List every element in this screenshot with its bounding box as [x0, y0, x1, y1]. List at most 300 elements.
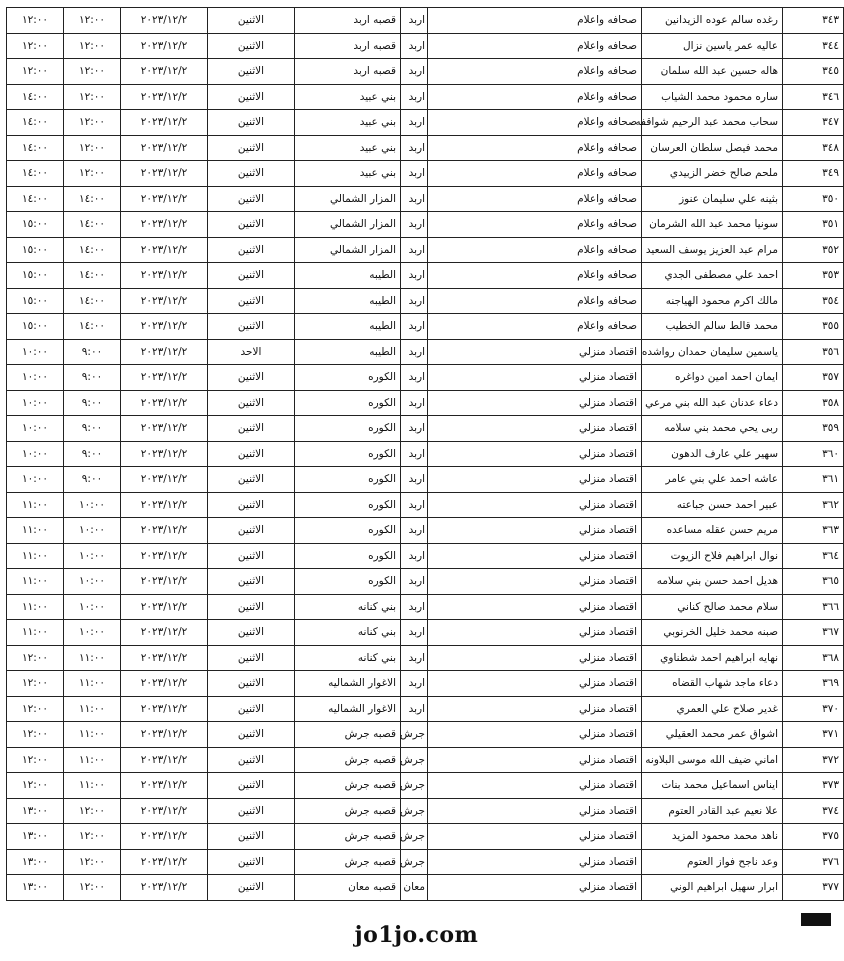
- start-time-cell: ١٠:٠٠: [64, 543, 121, 569]
- row-number-cell: ٣٧٢: [783, 747, 844, 773]
- row-number-cell: ٣٥٣: [783, 263, 844, 289]
- corner-marker: [801, 913, 831, 926]
- exam-date-cell: ٢٠٢٣/١٢/٢: [121, 798, 208, 824]
- table-row: [7, 314, 844, 340]
- specialization-cell: اقتصاد منزلي: [428, 543, 642, 569]
- start-time-cell: ١٢:٠٠: [64, 824, 121, 850]
- exam-date-cell: ٢٠٢٣/١٢/٢: [121, 441, 208, 467]
- exam-date-cell: ٢٠٢٣/١٢/٢: [121, 722, 208, 748]
- student-name-cell: ابرار سهيل ابراهيم الوني: [642, 875, 783, 901]
- exam-date-cell: ٢٠٢٣/١٢/٢: [121, 288, 208, 314]
- exam-day-cell: الاثنين: [208, 263, 295, 289]
- start-time-cell: ١٢:٠٠: [64, 110, 121, 136]
- specialization-cell: اقتصاد منزلي: [428, 671, 642, 697]
- specialization-cell: صحافه واعلام: [428, 59, 642, 85]
- end-time-cell: ١٢:٠٠: [7, 59, 64, 85]
- row-number-cell: ٣٤٧: [783, 110, 844, 136]
- governorate-cell: اربد: [401, 59, 428, 85]
- specialization-cell: اقتصاد منزلي: [428, 773, 642, 799]
- table-row: [7, 620, 844, 646]
- row-number-cell: ٣٦٨: [783, 645, 844, 671]
- start-time-cell: ٩:٠٠: [64, 467, 121, 493]
- start-time-cell: ١٠:٠٠: [64, 492, 121, 518]
- start-time-cell: ١٢:٠٠: [64, 84, 121, 110]
- exam-date-cell: ٢٠٢٣/١٢/٢: [121, 824, 208, 850]
- row-number-cell: ٣٧٤: [783, 798, 844, 824]
- student-name-cell: بثينه علي سليمان عنوز: [642, 186, 783, 212]
- governorate-cell: اربد: [401, 339, 428, 365]
- governorate-cell: اربد: [401, 620, 428, 646]
- start-time-cell: ١١:٠٠: [64, 722, 121, 748]
- district-cell: المزار الشمالي: [295, 186, 401, 212]
- exam-date-cell: ٢٠٢٣/١٢/٢: [121, 645, 208, 671]
- governorate-cell: اربد: [401, 110, 428, 136]
- exam-day-cell: الاثنين: [208, 696, 295, 722]
- student-name-cell: رغده سالم عوده الزيدانين: [642, 8, 783, 34]
- district-cell: الكوره: [295, 467, 401, 493]
- start-time-cell: ٩:٠٠: [64, 390, 121, 416]
- governorate-cell: جرش: [401, 722, 428, 748]
- exam-date-cell: ٢٠٢٣/١٢/٢: [121, 237, 208, 263]
- table-row: [7, 645, 844, 671]
- specialization-cell: اقتصاد منزلي: [428, 798, 642, 824]
- end-time-cell: ١٠:٠٠: [7, 416, 64, 442]
- start-time-cell: ١٢:٠٠: [64, 59, 121, 85]
- governorate-cell: اربد: [401, 186, 428, 212]
- governorate-cell: اربد: [401, 492, 428, 518]
- student-name-cell: ناهد محمد محمود المزيد: [642, 824, 783, 850]
- row-number-cell: ٣٥٩: [783, 416, 844, 442]
- specialization-cell: اقتصاد منزلي: [428, 492, 642, 518]
- specialization-cell: اقتصاد منزلي: [428, 747, 642, 773]
- exam-day-cell: الاثنين: [208, 671, 295, 697]
- table-row: [7, 875, 844, 901]
- end-time-cell: ١١:٠٠: [7, 543, 64, 569]
- start-time-cell: ١٢:٠٠: [64, 135, 121, 161]
- governorate-cell: جرش: [401, 824, 428, 850]
- end-time-cell: ١٢:٠٠: [7, 722, 64, 748]
- exam-day-cell: الاثنين: [208, 594, 295, 620]
- district-cell: قصبه اربد: [295, 8, 401, 34]
- student-name-cell: سهير علي عارف الدهون: [642, 441, 783, 467]
- row-number-cell: ٣٥٦: [783, 339, 844, 365]
- governorate-cell: اربد: [401, 237, 428, 263]
- specialization-cell: اقتصاد منزلي: [428, 875, 642, 901]
- start-time-cell: ١٢:٠٠: [64, 849, 121, 875]
- exam-date-cell: ٢٠٢٣/١٢/٢: [121, 569, 208, 595]
- row-number-cell: ٣٥٠: [783, 186, 844, 212]
- end-time-cell: ١٥:٠٠: [7, 314, 64, 340]
- student-name-cell: مريم حسن عقله مساعده: [642, 518, 783, 544]
- governorate-cell: اربد: [401, 390, 428, 416]
- row-number-cell: ٣٦٥: [783, 569, 844, 595]
- student-name-cell: عبير احمد حسن جباعته: [642, 492, 783, 518]
- specialization-cell: اقتصاد منزلي: [428, 467, 642, 493]
- specialization-cell: صحافه واعلام: [428, 135, 642, 161]
- table-row: [7, 518, 844, 544]
- district-cell: الكوره: [295, 543, 401, 569]
- district-cell: بني عبيد: [295, 161, 401, 187]
- end-time-cell: ١٢:٠٠: [7, 747, 64, 773]
- district-cell: الكوره: [295, 569, 401, 595]
- specialization-cell: اقتصاد منزلي: [428, 620, 642, 646]
- district-cell: الكوره: [295, 390, 401, 416]
- exam-day-cell: الاثنين: [208, 390, 295, 416]
- end-time-cell: ١٤:٠٠: [7, 84, 64, 110]
- governorate-cell: اربد: [401, 8, 428, 34]
- exam-date-cell: ٢٠٢٣/١٢/٢: [121, 8, 208, 34]
- governorate-cell: اربد: [401, 161, 428, 187]
- schedule-table: [6, 7, 844, 901]
- governorate-cell: جرش: [401, 849, 428, 875]
- specialization-cell: اقتصاد منزلي: [428, 849, 642, 875]
- district-cell: بني عبيد: [295, 110, 401, 136]
- exam-date-cell: ٢٠٢٣/١٢/٢: [121, 416, 208, 442]
- end-time-cell: ١٤:٠٠: [7, 135, 64, 161]
- specialization-cell: اقتصاد منزلي: [428, 569, 642, 595]
- table-row: [7, 8, 844, 34]
- table-row: [7, 186, 844, 212]
- row-number-cell: ٣٥٧: [783, 365, 844, 391]
- exam-day-cell: الاثنين: [208, 288, 295, 314]
- specialization-cell: اقتصاد منزلي: [428, 365, 642, 391]
- exam-date-cell: ٢٠٢٣/١٢/٢: [121, 492, 208, 518]
- exam-date-cell: ٢٠٢٣/١٢/٢: [121, 161, 208, 187]
- start-time-cell: ١٠:٠٠: [64, 518, 121, 544]
- exam-date-cell: ٢٠٢٣/١٢/٢: [121, 849, 208, 875]
- governorate-cell: اربد: [401, 543, 428, 569]
- table-row: [7, 110, 844, 136]
- district-cell: قصبه جرش: [295, 849, 401, 875]
- start-time-cell: ١٤:٠٠: [64, 237, 121, 263]
- governorate-cell: اربد: [401, 518, 428, 544]
- row-number-cell: ٣٦٩: [783, 671, 844, 697]
- table-row: [7, 390, 844, 416]
- table-row: [7, 492, 844, 518]
- end-time-cell: ١٤:٠٠: [7, 186, 64, 212]
- end-time-cell: ١٢:٠٠: [7, 33, 64, 59]
- exam-day-cell: الاثنين: [208, 441, 295, 467]
- exam-date-cell: ٢٠٢٣/١٢/٢: [121, 620, 208, 646]
- district-cell: قصبه اربد: [295, 33, 401, 59]
- start-time-cell: ٩:٠٠: [64, 339, 121, 365]
- specialization-cell: صحافه واعلام: [428, 161, 642, 187]
- specialization-cell: صحافه واعلام: [428, 186, 642, 212]
- student-name-cell: وعد ناجح فواز العتوم: [642, 849, 783, 875]
- exam-day-cell: الاثنين: [208, 543, 295, 569]
- student-name-cell: محمد قالط سالم الخطيب: [642, 314, 783, 340]
- exam-date-cell: ٢٠٢٣/١٢/٢: [121, 594, 208, 620]
- student-name-cell: مرام عبد العزيز يوسف السعيد: [642, 237, 783, 263]
- exam-date-cell: ٢٠٢٣/١٢/٢: [121, 263, 208, 289]
- specialization-cell: صحافه واعلام: [428, 212, 642, 238]
- exam-date-cell: ٢٠٢٣/١٢/٢: [121, 135, 208, 161]
- site-watermark: jo1jo.com: [354, 922, 479, 948]
- table-row: [7, 569, 844, 595]
- student-name-cell: اشواق عمر محمد العقيلي: [642, 722, 783, 748]
- student-name-cell: نوال ابراهيم فلاح الزيوت: [642, 543, 783, 569]
- governorate-cell: اربد: [401, 288, 428, 314]
- start-time-cell: ١٠:٠٠: [64, 620, 121, 646]
- student-name-cell: عاليه عمر ياسين نزال: [642, 33, 783, 59]
- governorate-cell: اربد: [401, 314, 428, 340]
- row-number-cell: ٣٤٣: [783, 8, 844, 34]
- district-cell: الطيبه: [295, 263, 401, 289]
- student-name-cell: دعاء عدنان عبد الله بني مرعي: [642, 390, 783, 416]
- table-row: [7, 696, 844, 722]
- start-time-cell: ١٠:٠٠: [64, 569, 121, 595]
- governorate-cell: اربد: [401, 467, 428, 493]
- exam-day-cell: الاثنين: [208, 722, 295, 748]
- exam-date-cell: ٢٠٢٣/١٢/٢: [121, 110, 208, 136]
- exam-day-cell: الاثنين: [208, 875, 295, 901]
- exam-date-cell: ٢٠٢٣/١٢/٢: [121, 773, 208, 799]
- row-number-cell: ٣٧٠: [783, 696, 844, 722]
- specialization-cell: اقتصاد منزلي: [428, 441, 642, 467]
- governorate-cell: معان: [401, 875, 428, 901]
- row-number-cell: ٣٤٨: [783, 135, 844, 161]
- exam-day-cell: الاثنين: [208, 416, 295, 442]
- end-time-cell: ١٠:٠٠: [7, 441, 64, 467]
- exam-day-cell: الاثنين: [208, 161, 295, 187]
- student-name-cell: ساره محمود محمد الشياب: [642, 84, 783, 110]
- end-time-cell: ١٥:٠٠: [7, 212, 64, 238]
- end-time-cell: ١١:٠٠: [7, 620, 64, 646]
- governorate-cell: جرش: [401, 773, 428, 799]
- student-name-cell: هديل احمد حسن بني سلامه: [642, 569, 783, 595]
- governorate-cell: جرش: [401, 747, 428, 773]
- row-number-cell: ٣٤٥: [783, 59, 844, 85]
- table-row: [7, 824, 844, 850]
- exam-day-cell: الاثنين: [208, 314, 295, 340]
- exam-date-cell: ٢٠٢٣/١٢/٢: [121, 212, 208, 238]
- exam-day-cell: الاثنين: [208, 824, 295, 850]
- student-name-cell: عاشه احمد علي بني عامر: [642, 467, 783, 493]
- row-number-cell: ٣٤٤: [783, 33, 844, 59]
- student-name-cell: ياسمين سليمان حمدان رواشده: [642, 339, 783, 365]
- governorate-cell: اربد: [401, 569, 428, 595]
- table-row: [7, 441, 844, 467]
- start-time-cell: ١٤:٠٠: [64, 186, 121, 212]
- end-time-cell: ١٣:٠٠: [7, 875, 64, 901]
- row-number-cell: ٣٥٤: [783, 288, 844, 314]
- exam-date-cell: ٢٠٢٣/١٢/٢: [121, 365, 208, 391]
- governorate-cell: اربد: [401, 645, 428, 671]
- district-cell: المزار الشمالي: [295, 237, 401, 263]
- specialization-cell: اقتصاد منزلي: [428, 518, 642, 544]
- exam-day-cell: الاثنين: [208, 59, 295, 85]
- specialization-cell: صحافه واعلام: [428, 314, 642, 340]
- table-row: [7, 212, 844, 238]
- specialization-cell: صحافه واعلام: [428, 288, 642, 314]
- exam-date-cell: ٢٠٢٣/١٢/٢: [121, 84, 208, 110]
- start-time-cell: ١٤:٠٠: [64, 314, 121, 340]
- table-row: [7, 467, 844, 493]
- table-row: [7, 416, 844, 442]
- student-name-cell: هاله حسين عبد الله سلمان: [642, 59, 783, 85]
- specialization-cell: صحافه واعلام: [428, 237, 642, 263]
- end-time-cell: ١٥:٠٠: [7, 237, 64, 263]
- row-number-cell: ٣٦٢: [783, 492, 844, 518]
- table-row: [7, 594, 844, 620]
- table-row: [7, 135, 844, 161]
- specialization-cell: اقتصاد منزلي: [428, 594, 642, 620]
- end-time-cell: ١٥:٠٠: [7, 288, 64, 314]
- end-time-cell: ١٣:٠٠: [7, 798, 64, 824]
- specialization-cell: صحافه واعلام: [428, 8, 642, 34]
- table-row: [7, 84, 844, 110]
- table-row: [7, 798, 844, 824]
- exam-day-cell: الاثنين: [208, 467, 295, 493]
- start-time-cell: ١١:٠٠: [64, 747, 121, 773]
- exam-day-cell: الاثنين: [208, 747, 295, 773]
- governorate-cell: اربد: [401, 594, 428, 620]
- district-cell: الطيبه: [295, 314, 401, 340]
- exam-date-cell: ٢٠٢٣/١٢/٢: [121, 747, 208, 773]
- governorate-cell: اربد: [401, 212, 428, 238]
- governorate-cell: اربد: [401, 33, 428, 59]
- end-time-cell: ١٢:٠٠: [7, 671, 64, 697]
- district-cell: الطيبه: [295, 288, 401, 314]
- table-row: [7, 849, 844, 875]
- table-row: [7, 365, 844, 391]
- row-number-cell: ٣٦٣: [783, 518, 844, 544]
- exam-day-cell: الاثنين: [208, 569, 295, 595]
- district-cell: قصبه معان: [295, 875, 401, 901]
- schedule-sheet: [6, 7, 839, 925]
- specialization-cell: اقتصاد منزلي: [428, 824, 642, 850]
- end-time-cell: ١١:٠٠: [7, 569, 64, 595]
- row-number-cell: ٣٥٢: [783, 237, 844, 263]
- exam-date-cell: ٢٠٢٣/١٢/٢: [121, 696, 208, 722]
- district-cell: الاغوار الشماليه: [295, 671, 401, 697]
- district-cell: الكوره: [295, 416, 401, 442]
- student-name-cell: ايمان احمد امين دواغره: [642, 365, 783, 391]
- exam-day-cell: الاثنين: [208, 518, 295, 544]
- table-row: [7, 339, 844, 365]
- table-row: [7, 773, 844, 799]
- start-time-cell: ١٢:٠٠: [64, 875, 121, 901]
- district-cell: بني كنانه: [295, 620, 401, 646]
- governorate-cell: اربد: [401, 441, 428, 467]
- table-row: [7, 671, 844, 697]
- row-number-cell: ٣٦١: [783, 467, 844, 493]
- exam-day-cell: الاثنين: [208, 492, 295, 518]
- specialization-cell: اقتصاد منزلي: [428, 696, 642, 722]
- start-time-cell: ١١:٠٠: [64, 696, 121, 722]
- start-time-cell: ١٢:٠٠: [64, 33, 121, 59]
- end-time-cell: ١٢:٠٠: [7, 773, 64, 799]
- schedule-table-body: [7, 8, 844, 901]
- exam-day-cell: الاثنين: [208, 33, 295, 59]
- specialization-cell: اقتصاد منزلي: [428, 390, 642, 416]
- student-name-cell: سونيا محمد عبد الله الشرمان: [642, 212, 783, 238]
- row-number-cell: ٣٤٩: [783, 161, 844, 187]
- start-time-cell: ١١:٠٠: [64, 671, 121, 697]
- district-cell: الكوره: [295, 441, 401, 467]
- start-time-cell: ٩:٠٠: [64, 365, 121, 391]
- table-row: [7, 543, 844, 569]
- start-time-cell: ١٠:٠٠: [64, 594, 121, 620]
- student-name-cell: ايناس اسماعيل محمد بنات: [642, 773, 783, 799]
- end-time-cell: ١٢:٠٠: [7, 696, 64, 722]
- end-time-cell: ١٠:٠٠: [7, 390, 64, 416]
- student-name-cell: سحاب محمد عبد الرحيم شواقفه: [642, 110, 783, 136]
- end-time-cell: ١٤:٠٠: [7, 110, 64, 136]
- district-cell: قصبه اربد: [295, 59, 401, 85]
- exam-day-cell: الاثنين: [208, 212, 295, 238]
- specialization-cell: صحافه واعلام: [428, 110, 642, 136]
- row-number-cell: ٣٦٦: [783, 594, 844, 620]
- row-number-cell: ٣٧٧: [783, 875, 844, 901]
- district-cell: قصبه جرش: [295, 773, 401, 799]
- start-time-cell: ١١:٠٠: [64, 645, 121, 671]
- student-name-cell: سلام محمد صالح كناني: [642, 594, 783, 620]
- row-number-cell: ٣٧٣: [783, 773, 844, 799]
- exam-date-cell: ٢٠٢٣/١٢/٢: [121, 33, 208, 59]
- exam-day-cell: الاثنين: [208, 620, 295, 646]
- start-time-cell: ١٢:٠٠: [64, 8, 121, 34]
- governorate-cell: جرش: [401, 798, 428, 824]
- district-cell: المزار الشمالي: [295, 212, 401, 238]
- exam-day-cell: الاثنين: [208, 798, 295, 824]
- end-time-cell: ١٠:٠٠: [7, 339, 64, 365]
- exam-day-cell: الاثنين: [208, 645, 295, 671]
- start-time-cell: ٩:٠٠: [64, 416, 121, 442]
- student-name-cell: دعاء ماجد شهاب القضاه: [642, 671, 783, 697]
- row-number-cell: ٣٦٧: [783, 620, 844, 646]
- district-cell: بني كنانه: [295, 645, 401, 671]
- student-name-cell: محمد فيصل سلطان العرسان: [642, 135, 783, 161]
- row-number-cell: ٣٥١: [783, 212, 844, 238]
- governorate-cell: اربد: [401, 696, 428, 722]
- district-cell: قصبه جرش: [295, 824, 401, 850]
- exam-date-cell: ٢٠٢٣/١٢/٢: [121, 314, 208, 340]
- end-time-cell: ١٢:٠٠: [7, 645, 64, 671]
- governorate-cell: اربد: [401, 416, 428, 442]
- specialization-cell: صحافه واعلام: [428, 84, 642, 110]
- end-time-cell: ١٢:٠٠: [7, 8, 64, 34]
- exam-date-cell: ٢٠٢٣/١٢/٢: [121, 671, 208, 697]
- start-time-cell: ١٤:٠٠: [64, 263, 121, 289]
- table-row: [7, 747, 844, 773]
- governorate-cell: اربد: [401, 84, 428, 110]
- row-number-cell: ٣٦٤: [783, 543, 844, 569]
- exam-date-cell: ٢٠٢٣/١٢/٢: [121, 875, 208, 901]
- start-time-cell: ١٢:٠٠: [64, 161, 121, 187]
- exam-day-cell: الاثنين: [208, 773, 295, 799]
- district-cell: بني كنانه: [295, 594, 401, 620]
- exam-day-cell: الاثنين: [208, 365, 295, 391]
- exam-date-cell: ٢٠٢٣/١٢/٢: [121, 518, 208, 544]
- specialization-cell: صحافه واعلام: [428, 33, 642, 59]
- exam-day-cell: الاثنين: [208, 186, 295, 212]
- start-time-cell: ١٤:٠٠: [64, 288, 121, 314]
- specialization-cell: صحافه واعلام: [428, 263, 642, 289]
- specialization-cell: اقتصاد منزلي: [428, 722, 642, 748]
- governorate-cell: اربد: [401, 263, 428, 289]
- governorate-cell: اربد: [401, 135, 428, 161]
- district-cell: بني عبيد: [295, 84, 401, 110]
- governorate-cell: اربد: [401, 365, 428, 391]
- exam-date-cell: ٢٠٢٣/١٢/٢: [121, 467, 208, 493]
- end-time-cell: ١١:٠٠: [7, 492, 64, 518]
- end-time-cell: ١٤:٠٠: [7, 161, 64, 187]
- end-time-cell: ١٣:٠٠: [7, 849, 64, 875]
- student-name-cell: ربى يحي محمد بني سلامه: [642, 416, 783, 442]
- specialization-cell: اقتصاد منزلي: [428, 339, 642, 365]
- end-time-cell: ١٠:٠٠: [7, 467, 64, 493]
